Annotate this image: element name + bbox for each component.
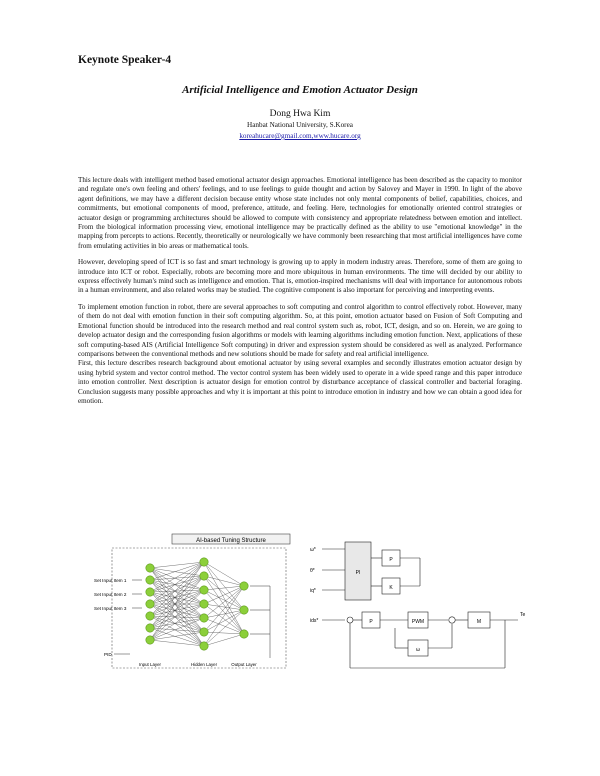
layer-label: Input Layer bbox=[139, 662, 161, 667]
nn-connection bbox=[204, 562, 244, 586]
nn-connection bbox=[150, 562, 204, 592]
nn-connection bbox=[150, 562, 204, 568]
signal-label: ids* bbox=[310, 618, 319, 624]
nn-connection bbox=[204, 610, 244, 618]
layer-label: Output Layer bbox=[231, 662, 257, 667]
abstract-body bbox=[78, 176, 522, 413]
neuron-node bbox=[240, 630, 248, 638]
nn-connection bbox=[150, 640, 204, 646]
nn-connection bbox=[204, 562, 244, 610]
nn-connection bbox=[204, 632, 244, 634]
signal-label: iq* bbox=[310, 588, 316, 594]
figure-ai-tuning-structure bbox=[94, 534, 290, 668]
nn-connection bbox=[150, 562, 204, 580]
neuron-node bbox=[200, 572, 208, 580]
nn-connection bbox=[150, 616, 204, 646]
signal-label: θ* bbox=[310, 568, 315, 574]
neuron-node bbox=[200, 586, 208, 594]
nn-connection bbox=[150, 616, 204, 618]
nn-connection bbox=[204, 634, 244, 646]
neuron-node bbox=[240, 606, 248, 614]
input-label: Set Input Item 2 bbox=[94, 592, 127, 597]
neuron-node bbox=[200, 614, 208, 622]
neuron-node bbox=[146, 564, 154, 572]
nn-connection bbox=[150, 568, 204, 646]
neuron-node bbox=[200, 558, 208, 566]
paragraph: This lecture deals with intelligent method based emotional actuator design approaches. Emotional intelligence has been described as the capacity to monitor and regulate one's own feeling and others' feelings, and to use feelings to guide thought and action by Salovey and Mayer in 1990. In light of the above agent definitions, we may have a different decision because entity whose state includes not only mental components of belief, capabilities, choices, and commitments, but emotional components of mood, preference, attitude, and feeling. Here, technologies for emotionally oriented control strategies or actuator design or programming architectures should be allowed to compute with consistency and appropriate relatedness between emotion and intellect. From the biological information processing view, emotional intelligence may be practically defined as the ability to use "emotional knowledge" in the mapping from percepts to actions. Recently, theoretically or neurologically we have commonly been researching that most artificial intelligences have come from emulating activities in bio areas or mathematical tools. bbox=[78, 176, 522, 250]
block-label: K bbox=[389, 585, 393, 591]
neuron-node bbox=[146, 624, 154, 632]
block-label: ω bbox=[416, 647, 420, 653]
paragraph: First, this lecture describes research background about emotional actuator by using several examples and secondly illustrates emotion actuator design by using hybrid system and vector control method. The vector control system has been widely used to operate in a wide speed range and this paper introduce into emotion controller. Next description is actuator design for emotion control by disturbance acceptance of classical controller and bacterial foraging. Conclusion suggests many possible approaches and why it is important at this point to introduce emotion in industry and how we can obtain a good idea for emotion. bbox=[78, 359, 522, 405]
neuron-node bbox=[146, 588, 154, 596]
input-label: Set Input Item 1 bbox=[94, 578, 127, 583]
side-label: PID bbox=[104, 652, 112, 657]
layer-label: Hidden Layer bbox=[190, 662, 218, 667]
nn-connection bbox=[150, 628, 204, 646]
paragraph: To implement emotion function in robot, there are several approaches to soft computing and control algorithm to control effectively robot. However, many of them do not deal with emotion function in their soft computing algorithm. So, at this point, emotion actuator based on Fusion of Soft Computing and Emotional function should be introduced into the research method and real control system such as, robot, ICT, design, and so on. Herein, we are going to develop actuator design and the corresponding fusion algorithms or models with learning algorithms including emotion function. Next, applications of these soft computing-based AIS (Artificial Intelligence Soft computing) in driver and expression system should be considered as well as analyzed. Performance comparisons between the conventional methods and new solutions should be made for safety and real artificial intelligence. bbox=[78, 302, 522, 358]
author-name: Dong Hwa Kim bbox=[269, 109, 331, 119]
nn-connection bbox=[204, 610, 244, 646]
figure-caption: AI-based Tuning Structure bbox=[196, 538, 266, 544]
block-label: PI bbox=[355, 570, 361, 576]
nn-connection bbox=[150, 562, 204, 640]
nn-connection bbox=[150, 576, 204, 580]
nn-connection bbox=[150, 580, 204, 590]
neuron-node bbox=[146, 600, 154, 608]
nn-connection bbox=[150, 568, 204, 590]
nn-connection bbox=[204, 562, 244, 634]
neuron-node bbox=[240, 582, 248, 590]
affiliation: Hanbat National University, S.Korea bbox=[247, 121, 353, 129]
neuron-node bbox=[200, 628, 208, 636]
nn-connection bbox=[204, 604, 244, 634]
nn-connection bbox=[150, 590, 204, 592]
keynote-label: Keynote Speaker-4 bbox=[78, 54, 172, 66]
block-label: M bbox=[476, 619, 482, 625]
nn-connection bbox=[204, 618, 244, 634]
nn-connection bbox=[150, 618, 204, 628]
contact-link[interactable]: koreahucare@gmail.com,www.hucare.org bbox=[239, 132, 361, 140]
signal-label: ω* bbox=[310, 547, 316, 553]
neuron-node bbox=[200, 600, 208, 608]
neuron-node bbox=[146, 576, 154, 584]
neuron-node bbox=[200, 642, 208, 650]
neuron-node bbox=[146, 636, 154, 644]
neuron-node bbox=[146, 612, 154, 620]
block-label: P bbox=[369, 619, 373, 625]
output-label: Te bbox=[520, 612, 526, 618]
nn-connection bbox=[150, 618, 204, 640]
block-label: P bbox=[389, 557, 393, 563]
input-label: Set Input Item 3 bbox=[94, 606, 127, 611]
figures bbox=[0, 528, 600, 776]
nn-connection bbox=[204, 586, 244, 590]
figure-vector-control bbox=[310, 542, 526, 668]
paper-title: Artificial Intelligence and Emotion Actuator Design bbox=[182, 84, 418, 96]
block-label: PWM bbox=[411, 619, 425, 625]
paragraph: However, developing speed of ICT is so fast and smart technology is growing up to apply in modern industry areas. Therefore, some of them are going to introduce into ICT or robot. Especially, robots are becoming more and more ubiquitous in human environments. The time will decided by our ability to express effectively human's mind such as intelligence and emotion. That is, emotion-inspired mechanisms will deal with importance for autonomous robots in a human environment, and also related works may be studied. The cognitive component is also important for perceiving and interpreting events. bbox=[78, 258, 522, 295]
nn-connection bbox=[204, 590, 244, 634]
